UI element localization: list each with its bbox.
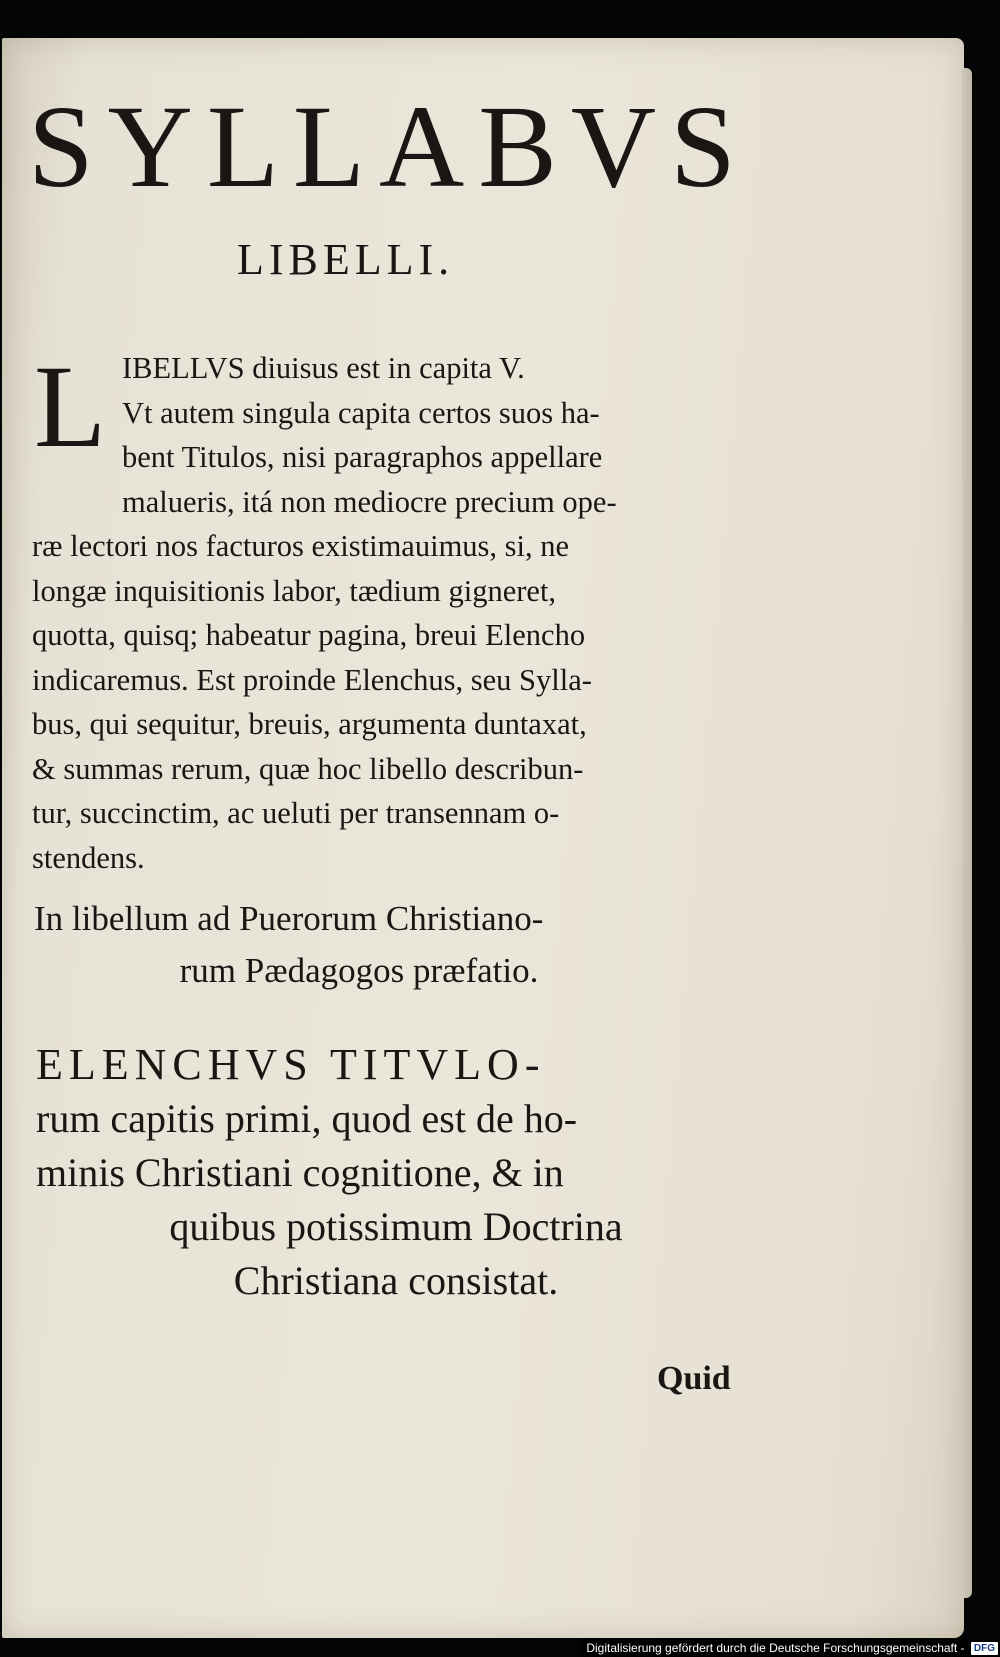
text-line: In libellum ad Puerorum Christiano-	[34, 899, 544, 938]
text-line: ELENCHVS TITVLO-	[36, 1040, 546, 1089]
preface-heading	[34, 893, 754, 997]
dfg-logo: DFG	[971, 1642, 998, 1655]
text-line: minis Christiani cognitione, & in	[36, 1150, 564, 1195]
catchword: Quid	[657, 1360, 731, 1397]
page-subtitle: LIBELLI.	[237, 235, 455, 284]
footer-credit-text: Digitalisierung gefördert durch die Deutsche Forschungsgemeinschaft -	[586, 1641, 965, 1655]
text-line: IBELLVS diuisus est in capita V.	[122, 351, 525, 385]
text-line: bent Titulos, nisi paragraphos appellare	[122, 440, 603, 474]
text-line: Vt autem singula capita certos suos ha-	[122, 395, 600, 430]
page-title: SYLLABVS	[28, 81, 750, 212]
text-line: quotta, quisq; habeatur pagina, breui Elencho	[32, 618, 586, 652]
text-line: ræ lectori nos facturos existimauimus, si, ne	[32, 529, 570, 563]
text-line: bus, qui sequitur, breuis, argumenta duntaxat,	[32, 707, 587, 741]
text-line: rum capitis primi, quod est de ho-	[36, 1096, 578, 1141]
text-line: Christiana consistat.	[233, 1258, 559, 1303]
text-line: longæ inquisitionis labor, tædium gigneret,	[32, 573, 557, 608]
elenchus-heading	[36, 1038, 756, 1308]
drop-capital: L	[34, 341, 107, 472]
footer-credit	[580, 1639, 1000, 1657]
text-line: quibus potissimum Doctrina	[169, 1204, 623, 1249]
intro-paragraph	[32, 341, 752, 880]
text-line: indicaremus. Est proinde Elenchus, seu Sylla-	[32, 662, 592, 697]
scanned-page	[2, 38, 964, 1638]
text-line: rum Pædagogos præfatio.	[179, 951, 539, 990]
text-line: & summas rerum, quæ hoc libello describun-	[32, 751, 584, 786]
text-line: tur, succinctim, ac ueluti per transennam o-	[32, 796, 560, 830]
text-line: stendens.	[32, 840, 145, 875]
text-line: malueris, itá non mediocre precium ope-	[122, 484, 617, 519]
